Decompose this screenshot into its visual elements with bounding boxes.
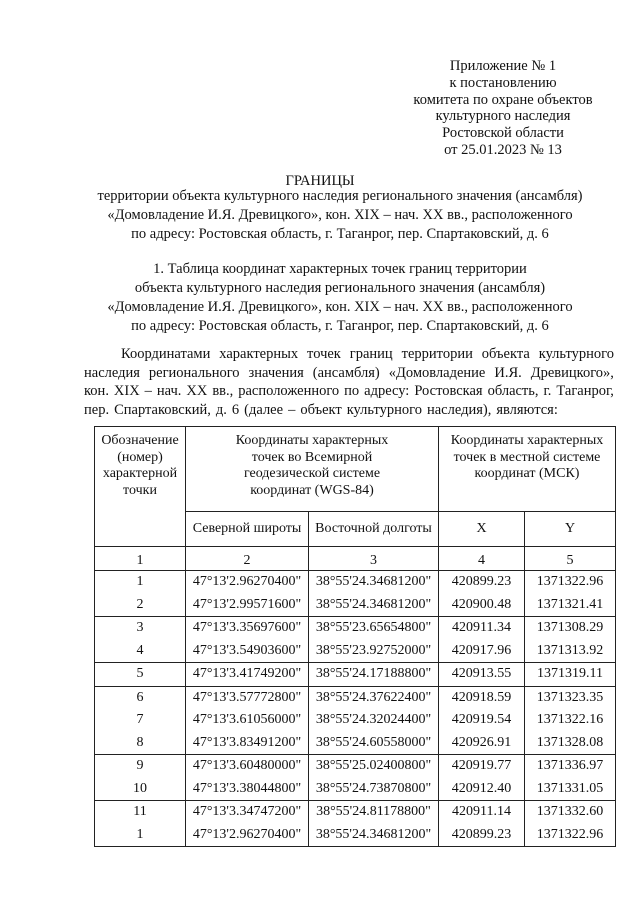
y-value: 1371322.96: [536, 826, 604, 842]
header-line: координат (WGS-84): [250, 482, 374, 498]
y-value: 1371321.41: [536, 596, 604, 612]
north-latitude-value: 47°13'2.96270400": [192, 826, 302, 842]
header-line: точек в местной системе: [453, 449, 601, 465]
east-longitude-header: Восточной долготы: [309, 512, 439, 547]
north-latitude-value: 47°13'3.60480000": [192, 758, 302, 773]
paragraph-word: пер.: [84, 401, 110, 418]
paragraph-word: Ростовская: [414, 383, 483, 399]
table-title-line: по адресу: Ростовская область, г. Таганрог, пер. Спартаковский, д. 6: [131, 318, 549, 334]
appendix-line: комитета по охране объектов: [413, 91, 593, 108]
table-title-line: объекта культурного наследия регионального значения (ансамбля): [134, 280, 546, 296]
header-line: Обозначение: [101, 433, 179, 448]
header-line: Координаты характерных: [235, 433, 389, 448]
column-number: 3: [309, 547, 439, 571]
north-latitude-value: 47°13'3.35697600": [192, 620, 302, 635]
north-latitude-value: 47°13'2.96270400": [192, 574, 302, 589]
north-latitude-value: 47°13'3.38044800": [192, 780, 302, 796]
column-number: 4: [439, 547, 525, 571]
east-longitude-value: 38°55'24.34681200": [315, 826, 432, 842]
y-value: 1371332.60: [536, 804, 604, 819]
x-value: 420899.23: [451, 826, 512, 842]
appendix-line: Ростовской области: [442, 125, 564, 142]
appendix-line: к постановлению: [449, 74, 557, 91]
paragraph-word: характерных: [219, 346, 299, 362]
y-value-cell: [525, 571, 616, 617]
paragraph-word: д.: [215, 401, 227, 418]
table-row: [95, 801, 616, 847]
paragraph-word: –: [288, 401, 296, 418]
table-row: [95, 617, 616, 663]
north-latitude-value-cell: [186, 663, 309, 687]
y-value: 1371331.05: [536, 780, 604, 796]
east-longitude-value: 38°55'24.34681200": [315, 574, 432, 589]
point-number-cell: [95, 663, 186, 687]
appendix-line: Приложение № 1: [449, 58, 557, 74]
x-value-cell: [439, 617, 525, 663]
paragraph-word: XX: [186, 383, 208, 399]
point-number: 7: [136, 712, 144, 727]
east-longitude-value-cell: [309, 801, 439, 847]
east-longitude-value: 38°55'24.17188800": [315, 666, 432, 681]
header-line: координат (МСК): [474, 466, 580, 481]
column-numbers-row: [95, 547, 616, 571]
paragraph-word: точек: [307, 346, 341, 362]
point-number: 2: [136, 596, 144, 612]
table-row: [95, 663, 616, 687]
paragraph-word: XIX: [113, 383, 140, 399]
paragraph-word: границ: [349, 346, 393, 362]
east-longitude-value: 38°55'24.34681200": [315, 596, 432, 612]
y-value-cell: [525, 686, 616, 755]
paragraph-word: –: [144, 383, 152, 399]
paragraph-word: расположенного: [238, 383, 340, 399]
heading-line: территории объекта культурного наследия регионального значения (ансамбля): [97, 188, 583, 204]
y-value-cell: [525, 755, 616, 801]
north-latitude-value-cell: [186, 617, 309, 663]
y-value: 1371323.35: [536, 689, 604, 705]
point-number: 3: [136, 620, 144, 635]
intro-paragraph: [84, 345, 614, 419]
y-value: 1371313.92: [536, 642, 604, 658]
x-value: 420913.55: [451, 666, 512, 681]
paragraph-word: нач.: [156, 383, 182, 399]
table-title-line: «Домовладение И.Я. Древицкого», кон. XIX – нач. XX вв., расположенного: [107, 299, 573, 315]
point-number-cell: [95, 571, 186, 617]
paragraph-word: область,: [487, 383, 539, 399]
y-value: 1371322.16: [536, 712, 604, 727]
territory-description: [40, 187, 640, 244]
x-value-cell: [439, 571, 525, 617]
header-line: точек во Всемирной: [251, 449, 373, 465]
point-number: 11: [133, 804, 147, 819]
paragraph-word: Древицкого»,: [530, 364, 614, 381]
x-value-cell: [439, 801, 525, 847]
point-number-cell: [95, 617, 186, 663]
east-longitude-value-cell: [309, 755, 439, 801]
header-line: Координаты характерных: [450, 433, 604, 448]
point-number-cell: [95, 801, 186, 847]
east-longitude-value: 38°55'24.32024400": [315, 712, 432, 727]
paragraph-word: адресу:: [364, 383, 410, 399]
column-number: 5: [525, 547, 616, 571]
table-title-line: 1. Таблица координат характерных точек границ территории: [153, 261, 527, 277]
point-number-cell: [95, 755, 186, 801]
paragraph-line: [84, 401, 614, 420]
x-value: 420919.77: [451, 758, 512, 773]
paragraph-line: [84, 364, 614, 383]
appendix-line: от 25.01.2023 № 13: [444, 141, 562, 158]
x-value: 420899.23: [451, 574, 512, 589]
paragraph-word: значения: [248, 364, 304, 381]
point-number: 5: [136, 666, 144, 681]
table-row: [95, 686, 616, 755]
east-longitude-value-cell: [309, 663, 439, 687]
east-longitude-value: 38°55'24.73870800": [315, 780, 432, 796]
paragraph-word: территории: [401, 346, 473, 362]
east-longitude-value: 38°55'23.65654800": [315, 620, 432, 635]
appendix-line: культурного наследия: [435, 108, 571, 125]
wgs84-header: [186, 427, 439, 512]
x-value: 420926.91: [451, 734, 512, 750]
x-value: 420917.96: [451, 642, 512, 658]
east-longitude-value: 38°55'24.81178800": [316, 804, 431, 819]
north-latitude-value: 47°13'2.99571600": [192, 596, 302, 612]
north-latitude-value: 47°13'3.54903600": [192, 642, 302, 658]
paragraph-word: г.: [543, 383, 552, 399]
paragraph-word: кон.: [84, 383, 109, 399]
x-value: 420911.34: [452, 620, 511, 635]
y-header: Y: [525, 512, 616, 547]
x-value: 420911.14: [452, 804, 511, 819]
paragraph-word: наследия),: [426, 401, 492, 418]
column-number: 2: [186, 547, 309, 571]
coordinates-table: [94, 426, 616, 847]
x-value: 420918.59: [451, 689, 512, 705]
east-longitude-value: 38°55'23.92752000": [315, 642, 432, 658]
y-value: 1371322.96: [536, 574, 604, 589]
paragraph-word: Таганрог,: [556, 383, 614, 399]
paragraph-line: [84, 345, 614, 364]
paragraph-word: культурного: [346, 401, 422, 418]
table-title: [40, 260, 640, 336]
north-latitude-value: 47°13'3.57772800": [192, 689, 302, 705]
point-number: 9: [136, 758, 144, 773]
paragraph-word: являются:: [496, 401, 558, 418]
point-designation-header: [95, 427, 186, 547]
paragraph-word: (ансамбля): [312, 364, 380, 381]
header-line: геодезической системе: [243, 466, 381, 481]
column-number: 1: [95, 547, 186, 571]
x-value: 420900.48: [451, 596, 512, 612]
x-value: 420912.40: [451, 780, 512, 796]
header-line: (номер): [117, 449, 163, 465]
y-value: 1371328.08: [536, 734, 604, 750]
paragraph-word: (далее: [244, 401, 284, 418]
point-number: 6: [136, 689, 144, 705]
east-longitude-value: 38°55'24.37622400": [315, 689, 432, 705]
north-latitude-value: 47°13'3.61056000": [192, 712, 302, 727]
east-longitude-value-cell: [309, 686, 439, 755]
point-number: 1: [136, 574, 144, 589]
x-value-cell: [439, 686, 525, 755]
x-value-cell: [439, 755, 525, 801]
y-value-cell: [525, 663, 616, 687]
document-title: ГРАНИЦЫ: [285, 173, 355, 189]
y-value-cell: [525, 617, 616, 663]
north-latitude-header: Северной широты: [186, 512, 309, 547]
table-row: [95, 571, 616, 617]
paragraph-word: культурного: [538, 346, 614, 362]
east-longitude-value: 38°55'25.02400800": [315, 758, 432, 773]
paragraph-word: «Домовладение: [388, 364, 486, 381]
y-value: 1371336.97: [536, 758, 604, 773]
paragraph-line: [84, 382, 614, 401]
y-value: 1371319.11: [537, 666, 603, 681]
paragraph-word: по: [344, 383, 360, 399]
msk-header: [439, 427, 616, 512]
paragraph-word: вв.,: [212, 383, 234, 399]
point-number: 8: [136, 734, 144, 750]
north-latitude-value-cell: [186, 571, 309, 617]
x-value: 420919.54: [451, 712, 512, 727]
y-value-cell: [525, 801, 616, 847]
appendix-note: [380, 58, 626, 159]
header-line: характерной: [102, 466, 178, 481]
paragraph-word: И.Я.: [494, 364, 522, 381]
north-latitude-value-cell: [186, 755, 309, 801]
north-latitude-value: 47°13'3.83491200": [192, 734, 302, 750]
east-longitude-value-cell: [309, 571, 439, 617]
paragraph-word: Спартаковский,: [114, 401, 211, 418]
heading-line: по адресу: Ростовская область, г. Таганрог, пер. Спартаковский, д. 6: [131, 226, 549, 242]
paragraph-word: регионального: [148, 364, 240, 381]
paragraph-word: объект: [300, 401, 342, 418]
north-latitude-value: 47°13'3.34747200": [192, 804, 302, 819]
point-number: 4: [136, 642, 144, 658]
point-number-cell: [95, 686, 186, 755]
east-longitude-value-cell: [309, 617, 439, 663]
table-row: [95, 755, 616, 801]
paragraph-word: Координатами: [121, 346, 211, 362]
paragraph-word: наследия: [84, 364, 140, 381]
east-longitude-value: 38°55'24.60558000": [315, 734, 432, 750]
heading-line: «Домовладение И.Я. Древицкого», кон. XIX – нач. XX вв., расположенного: [107, 207, 573, 223]
x-value-cell: [439, 663, 525, 687]
north-latitude-value-cell: [186, 686, 309, 755]
north-latitude-value-cell: [186, 801, 309, 847]
point-number: 1: [136, 826, 144, 842]
north-latitude-value: 47°13'3.41749200": [192, 666, 302, 681]
paragraph-word: 6: [231, 401, 240, 418]
paragraph-word: объекта: [481, 346, 530, 362]
point-number: 10: [133, 780, 147, 796]
x-header: X: [439, 512, 525, 547]
header-line: точки: [123, 482, 157, 498]
y-value: 1371308.29: [536, 620, 604, 635]
